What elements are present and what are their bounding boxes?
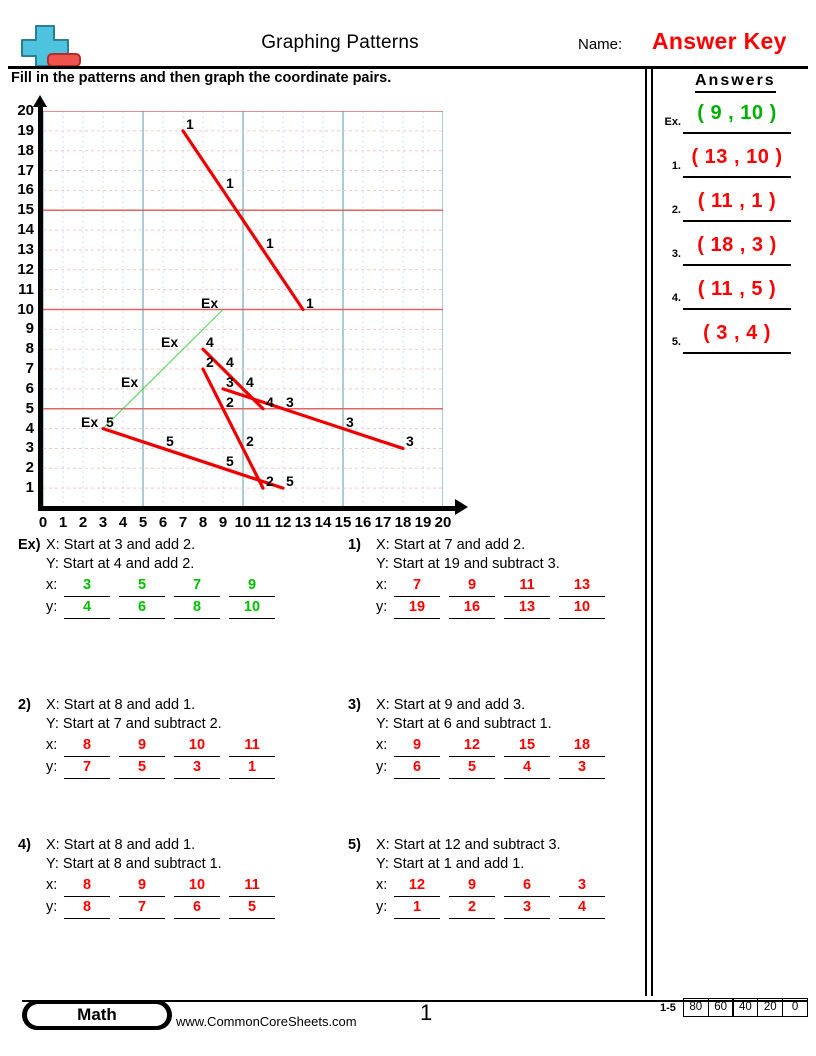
answer-blank[interactable] — [504, 759, 550, 779]
y-tick-label: 20 — [17, 102, 34, 119]
y-tick-label: 1 — [25, 479, 34, 497]
answer-blank[interactable] — [394, 899, 440, 919]
answer-blank-value: 7 — [192, 577, 202, 593]
answer-blank-line — [683, 352, 791, 354]
y-tick-label: 18 — [17, 141, 34, 159]
score-box: 20 — [757, 998, 783, 1017]
page-title: Graphing Patterns — [261, 32, 419, 53]
answer-blank[interactable] — [64, 599, 110, 619]
y-row-label: y: — [46, 599, 58, 615]
answer-blank-value: 10 — [188, 737, 206, 753]
x-tick-label: 18 — [394, 514, 412, 531]
answer-blank-value: 11 — [519, 577, 535, 593]
x-tick-label: 20 — [434, 514, 452, 531]
answer-row — [655, 98, 816, 138]
answer-blank-value: 4 — [82, 599, 92, 615]
x-tick-label: 8 — [198, 514, 208, 531]
x-axis — [38, 506, 458, 511]
point-label: 5 — [226, 453, 234, 470]
point-label: Ex — [161, 334, 179, 351]
x-tick-label: 3 — [98, 514, 108, 531]
problem-rule-x: X: Start at 9 and add 3. — [376, 697, 526, 713]
y-row-label: y: — [376, 599, 388, 615]
answer-blank[interactable] — [394, 737, 440, 757]
answer-blank-value: 1 — [247, 759, 257, 775]
problem-block — [0, 535, 322, 675]
answer-blank[interactable] — [119, 737, 165, 757]
y-tick-label: 8 — [25, 340, 34, 358]
answer-number: 1. — [671, 160, 681, 172]
point-label: 2 — [246, 433, 254, 450]
answer-value: ( 11 , 5 ) — [697, 278, 777, 300]
problems-section — [0, 535, 645, 965]
problem-rule-y: Y: Start at 4 and add 2. — [46, 556, 195, 572]
y-tick-label: 5 — [25, 399, 34, 417]
x-row-label: x: — [46, 577, 58, 593]
answer-blank[interactable] — [174, 877, 220, 897]
answer-blank-value: 18 — [573, 737, 591, 753]
answer-blank-value: 5 — [467, 759, 477, 775]
answer-number: 4. — [671, 292, 681, 304]
answer-blank[interactable] — [64, 899, 110, 919]
answer-blank[interactable] — [174, 899, 220, 919]
answer-value: ( 9 , 10 ) — [697, 102, 777, 124]
y-axis-arrow — [33, 95, 47, 107]
answer-blank[interactable] — [504, 577, 550, 597]
math-badge-label: Math — [77, 1005, 117, 1024]
answer-blank-value: 3 — [522, 899, 532, 915]
answer-blank[interactable] — [119, 759, 165, 779]
point-label: 2 — [266, 473, 274, 490]
answer-blank-value: 13 — [518, 599, 536, 615]
answer-blank-value: 8 — [192, 599, 202, 615]
x-tick-label: 1 — [58, 514, 68, 531]
answers-column — [655, 68, 816, 388]
answer-blank-value: 9 — [247, 577, 257, 593]
problem-block — [0, 835, 322, 975]
answer-blank[interactable] — [174, 737, 220, 757]
answer-value: ( 3 , 4 ) — [703, 322, 771, 344]
answer-blank-value: 7 — [137, 899, 147, 915]
answer-blank[interactable] — [559, 577, 605, 597]
answer-blank-value: 15 — [518, 737, 536, 753]
answer-blank[interactable] — [174, 599, 220, 619]
x-row-label: x: — [376, 737, 388, 753]
score-box: 60 — [708, 998, 734, 1017]
x-tick-label: 19 — [414, 514, 432, 531]
x-tick-label: 4 — [118, 514, 128, 531]
answer-blank[interactable] — [504, 599, 550, 619]
point-label: Ex — [201, 294, 219, 311]
problem-rule-x: X: Start at 3 and add 2. — [46, 537, 196, 553]
answer-blank[interactable] — [174, 577, 220, 597]
problem-number: 4) — [18, 837, 31, 853]
coordinate-graph — [0, 95, 500, 530]
x-tick-label: 16 — [354, 514, 372, 531]
y-tick-label: 7 — [25, 360, 34, 378]
answer-blank-value: 7 — [82, 759, 92, 775]
x-tick-label: 15 — [334, 514, 352, 531]
point-label: 5 — [106, 413, 114, 430]
y-tick-label: 15 — [17, 201, 34, 219]
math-badge — [22, 1000, 172, 1030]
y-tick-label: 17 — [17, 161, 34, 179]
y-tick-label: 13 — [17, 240, 34, 258]
answer-blank[interactable] — [119, 577, 165, 597]
answer-blank-value: 16 — [463, 599, 481, 615]
y-row-label: y: — [376, 759, 388, 775]
y-tick-label: 2 — [25, 459, 34, 477]
answer-blank-value: 8 — [82, 737, 92, 753]
x-row-label: x: — [376, 877, 388, 893]
point-label: 5 — [166, 433, 174, 450]
y-tick-label: 9 — [25, 320, 34, 338]
point-label: 1 — [226, 175, 234, 192]
y-tick-label: 4 — [25, 419, 34, 437]
answer-blank[interactable] — [64, 577, 110, 597]
answer-blank[interactable] — [229, 599, 275, 619]
problem-block — [0, 695, 322, 835]
answer-blank-value: 8 — [82, 899, 92, 915]
plot-area — [43, 111, 443, 508]
answer-blank-value: 12 — [463, 737, 481, 753]
answer-blank-value: 9 — [137, 877, 147, 893]
y-row-label: y: — [376, 899, 388, 915]
x-axis-arrow — [455, 499, 468, 515]
y-row-label: y: — [46, 899, 58, 915]
x-tick-label: 2 — [78, 514, 88, 531]
problem-number: Ex) — [18, 537, 41, 553]
answer-blank[interactable] — [449, 737, 495, 757]
answer-blank[interactable] — [504, 877, 550, 897]
point-label: 4 — [226, 354, 234, 371]
answer-number: Ex. — [664, 116, 681, 128]
point-label: 4 — [246, 373, 254, 390]
y-tick-label: 16 — [17, 181, 34, 199]
score-boxes — [684, 998, 808, 1017]
answer-blank[interactable] — [394, 759, 440, 779]
answer-blank-value: 7 — [412, 577, 422, 593]
plus-minus-icon — [14, 24, 84, 70]
instructions-text: Fill in the patterns and then graph the coordinate pairs. — [11, 70, 392, 86]
y-tick-label: 6 — [25, 379, 34, 397]
point-label: 3 — [406, 433, 414, 450]
point-label: 2 — [206, 354, 214, 371]
point-label: 4 — [266, 393, 274, 410]
problem-block — [330, 835, 652, 975]
answer-blank[interactable] — [64, 737, 110, 757]
answer-blank[interactable] — [559, 599, 605, 619]
answer-blank-value: 10 — [243, 599, 261, 615]
answer-blank-value: 9 — [137, 737, 147, 753]
x-tick-label: 17 — [374, 514, 392, 531]
point-label: 5 — [286, 473, 294, 490]
answer-blank[interactable] — [394, 599, 440, 619]
answer-blank-line — [683, 308, 791, 310]
answer-value: ( 11 , 1 ) — [697, 190, 777, 212]
x-row-label: x: — [376, 577, 388, 593]
point-label: 1 — [186, 115, 194, 132]
answer-blank-value: 5 — [137, 577, 147, 593]
x-tick-label: 11 — [255, 514, 271, 531]
point-label: 3 — [286, 393, 294, 410]
problem-block — [330, 535, 652, 675]
answer-blank-value: 6 — [412, 759, 422, 775]
y-tick-label: 10 — [17, 300, 34, 318]
answer-blank-line — [683, 176, 791, 178]
x-tick-label: 7 — [178, 514, 188, 531]
answer-blank-value: 3 — [192, 759, 202, 775]
x-tick-label: 13 — [294, 514, 312, 531]
x-tick-label: 12 — [274, 514, 292, 531]
answer-blank[interactable] — [559, 899, 605, 919]
answer-row — [655, 230, 816, 270]
answer-blank[interactable] — [119, 599, 165, 619]
point-label: 1 — [306, 294, 314, 311]
answer-row — [655, 142, 816, 182]
answer-blank[interactable] — [229, 737, 275, 757]
answer-blank[interactable] — [229, 877, 275, 897]
answer-blank[interactable] — [229, 577, 275, 597]
answer-blank-value: 3 — [577, 877, 587, 893]
problem-rule-x: X: Start at 8 and add 1. — [46, 837, 196, 853]
point-label: Ex — [121, 373, 139, 390]
answer-blank-value: 9 — [467, 577, 477, 593]
answer-blank-value: 10 — [188, 877, 206, 893]
answer-blank-line — [683, 132, 791, 134]
answer-blank-value: 6 — [137, 599, 147, 615]
x-tick-label: 0 — [38, 514, 48, 531]
site-url: www.CommonCoreSheets.com — [176, 1014, 357, 1029]
answer-blank[interactable] — [449, 599, 495, 619]
answer-blank-value: 12 — [408, 877, 426, 893]
problem-number: 2) — [18, 697, 31, 713]
answer-blank[interactable] — [504, 899, 550, 919]
answer-number: 5. — [671, 336, 681, 348]
answer-blank[interactable] — [504, 737, 550, 757]
answer-blank-line — [683, 264, 791, 266]
x-tick-label: 6 — [158, 514, 168, 531]
problem-rule-y: Y: Start at 19 and subtract 3. — [376, 556, 560, 572]
answer-blank-line — [683, 220, 791, 222]
problem-rule-y: Y: Start at 7 and subtract 2. — [46, 716, 222, 732]
answer-blank-value: 19 — [408, 599, 426, 615]
answer-blank-value: 3 — [577, 759, 587, 775]
y-tick-label: 12 — [17, 260, 34, 278]
x-row-label: x: — [46, 877, 58, 893]
problem-number: 3) — [348, 697, 361, 713]
problem-rule-y: Y: Start at 8 and subtract 1. — [46, 856, 222, 872]
point-label: 3 — [346, 413, 354, 430]
answer-blank[interactable] — [449, 759, 495, 779]
x-tick-label: 5 — [138, 514, 148, 531]
answer-blank[interactable] — [119, 877, 165, 897]
x-tick-label: 14 — [314, 514, 332, 531]
y-tick-label: 14 — [17, 221, 34, 239]
y-tick-label: 3 — [25, 439, 34, 457]
answer-blank-value: 6 — [522, 877, 532, 893]
page-number: 1 — [420, 1000, 433, 1025]
point-label: 4 — [206, 334, 214, 351]
problem-rule-x: X: Start at 12 and subtract 3. — [376, 837, 561, 853]
answer-blank-value: 2 — [467, 899, 477, 915]
answer-blank[interactable] — [119, 899, 165, 919]
name-label: Name: — [578, 36, 623, 53]
graph-series — [43, 111, 443, 508]
problem-rule-x: X: Start at 8 and add 1. — [46, 697, 196, 713]
answer-blank-value: 11 — [244, 877, 260, 893]
problem-rule-x: X: Start at 7 and add 2. — [376, 537, 526, 553]
answer-number: 3. — [671, 248, 681, 260]
answer-blank[interactable] — [559, 737, 605, 757]
score-box: 0 — [782, 998, 808, 1017]
problem-number: 1) — [348, 537, 361, 553]
answer-blank-value: 11 — [244, 737, 260, 753]
answer-blank[interactable] — [229, 899, 275, 919]
x-tick-label: 10 — [234, 514, 252, 531]
answer-blank-value: 13 — [573, 577, 591, 593]
math-badge-inner — [27, 1004, 167, 1026]
y-axis — [38, 105, 43, 511]
answer-blank[interactable] — [174, 759, 220, 779]
answer-blank-value: 5 — [247, 899, 257, 915]
answer-row — [655, 318, 816, 358]
answer-blank[interactable] — [64, 877, 110, 897]
answer-value: ( 13 , 10 ) — [691, 146, 783, 168]
page-header — [0, 22, 816, 62]
answer-blank-value: 6 — [192, 899, 202, 915]
answer-blank[interactable] — [559, 877, 605, 897]
answer-blank[interactable] — [394, 577, 440, 597]
problem-block — [330, 695, 652, 835]
answer-blank-value: 5 — [137, 759, 147, 775]
problem-number: 5) — [348, 837, 361, 853]
answer-blank[interactable] — [449, 877, 495, 897]
point-label: 3 — [226, 373, 234, 390]
answer-blank[interactable] — [64, 759, 110, 779]
answer-value: ( 18 , 3 ) — [697, 234, 777, 256]
score-range-label: 1-5 — [660, 1002, 676, 1014]
answer-blank[interactable] — [229, 759, 275, 779]
score-box: 80 — [683, 998, 709, 1017]
answer-blank-value: 9 — [467, 877, 477, 893]
answer-blank-value: 4 — [522, 759, 532, 775]
y-row-label: y: — [46, 759, 58, 775]
problem-rule-y: Y: Start at 1 and add 1. — [376, 856, 525, 872]
answer-blank-value: 8 — [82, 877, 92, 893]
point-label: 1 — [266, 234, 274, 251]
answer-row — [655, 186, 816, 226]
answer-blank[interactable] — [449, 899, 495, 919]
score-box: 40 — [732, 998, 758, 1017]
answer-blank-value: 4 — [577, 899, 587, 915]
answer-number: 2. — [671, 204, 681, 216]
answer-row — [655, 274, 816, 314]
y-tick-label: 19 — [17, 121, 34, 139]
answers-heading: Answers — [695, 72, 776, 93]
answer-blank-value: 3 — [82, 577, 92, 593]
answer-blank[interactable] — [394, 877, 440, 897]
answer-key-badge: Answer Key — [652, 28, 787, 54]
point-label: 2 — [226, 393, 234, 410]
y-tick-label: 11 — [18, 280, 34, 298]
answer-blank-value: 9 — [412, 737, 422, 753]
answer-blank[interactable] — [559, 759, 605, 779]
answer-blank[interactable] — [449, 577, 495, 597]
problem-rule-y: Y: Start at 6 and subtract 1. — [376, 716, 552, 732]
point-label: Ex — [81, 413, 99, 430]
x-row-label: x: — [46, 737, 58, 753]
x-tick-label: 9 — [218, 514, 228, 531]
answer-blank-value: 10 — [573, 599, 591, 615]
answer-blank-value: 1 — [412, 899, 422, 915]
